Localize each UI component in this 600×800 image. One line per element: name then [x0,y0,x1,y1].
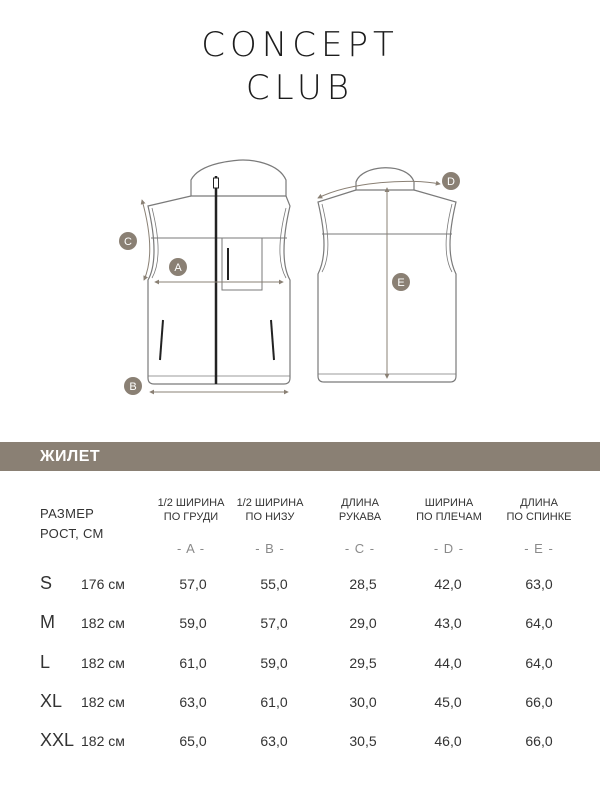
cell-height: 182 см [81,655,125,671]
cell-height: 182 см [81,733,125,749]
cell-height: 182 см [81,694,125,710]
cell-height: 176 см [81,576,125,592]
col-code-a: - A - [176,541,206,556]
cell-value: 44,0 [434,655,462,671]
cell-value: 30,5 [349,733,377,749]
col-head-a: 1/2 ШИРИНА ПО ГРУДИ [157,497,225,523]
table-row [0,571,600,595]
col-code-e: - E - [524,541,554,556]
cell-value: 28,5 [349,576,377,592]
cell-value: 64,0 [525,655,553,671]
col-head-c: ДЛИНА РУКАВА [338,497,382,523]
cell-value: 59,0 [260,655,288,671]
col-code-d: - D - [433,541,465,556]
cell-value: 63,0 [179,694,207,710]
cell-size: S [40,573,53,593]
table-row [0,728,600,752]
cell-value: 57,0 [260,615,288,631]
cell-size: M [40,612,55,632]
cell-value: 46,0 [434,733,462,749]
section-title: ЖИЛЕТ [40,448,101,465]
cell-value: 65,0 [179,733,207,749]
marker-d [442,172,460,190]
size-label-line-2: РОСТ, СМ [40,526,104,541]
col-head-b: 1/2 ШИРИНА ПО НИЗУ [236,497,304,523]
cell-value: 59,0 [179,615,207,631]
cell-value: 66,0 [525,733,553,749]
cell-value: 29,5 [349,655,377,671]
col-head-d: ШИРИНА ПО ПЛЕЧАМ [416,497,482,523]
cell-value: 57,0 [179,576,207,592]
marker-a [169,258,187,276]
svg-text:D: D [447,176,455,188]
col-code-b: - B - [255,541,285,556]
cell-value: 43,0 [434,615,462,631]
cell-value: 42,0 [434,576,462,592]
cell-value: 64,0 [525,615,553,631]
cell-height: 182 см [81,615,125,631]
col-code-c: - C - [344,541,376,556]
section-header-bar [0,442,600,471]
vest-front-zips [160,176,274,384]
svg-text:A: A [174,262,182,274]
col-head-e: ДЛИНА ПО СПИНКЕ [506,497,572,523]
cell-value: 55,0 [260,576,288,592]
cell-value: 29,0 [349,615,377,631]
cell-size: XXL [40,730,75,750]
cell-size: L [40,652,51,672]
svg-text:E: E [397,277,405,289]
svg-text:C: C [124,236,132,248]
table-row [0,650,600,674]
marker-c [119,232,137,250]
table-row [0,689,600,713]
size-label-line-1: РАЗМЕР [40,506,95,521]
brand-line-2: CLUB [245,68,355,108]
cell-value: 61,0 [179,655,207,671]
cell-value: 66,0 [525,694,553,710]
marker-b [124,377,142,395]
brand-line-1: CONCEPT [201,25,399,65]
cell-value: 63,0 [525,576,553,592]
cell-size: XL [40,691,63,711]
vest-front [148,160,290,384]
cell-value: 63,0 [260,733,288,749]
marker-e [392,273,410,291]
svg-text:B: B [129,381,137,393]
cell-value: 45,0 [434,694,462,710]
cell-value: 30,0 [349,694,377,710]
vest-diagram [0,140,600,410]
cell-value: 61,0 [260,694,288,710]
table-row [0,610,600,634]
